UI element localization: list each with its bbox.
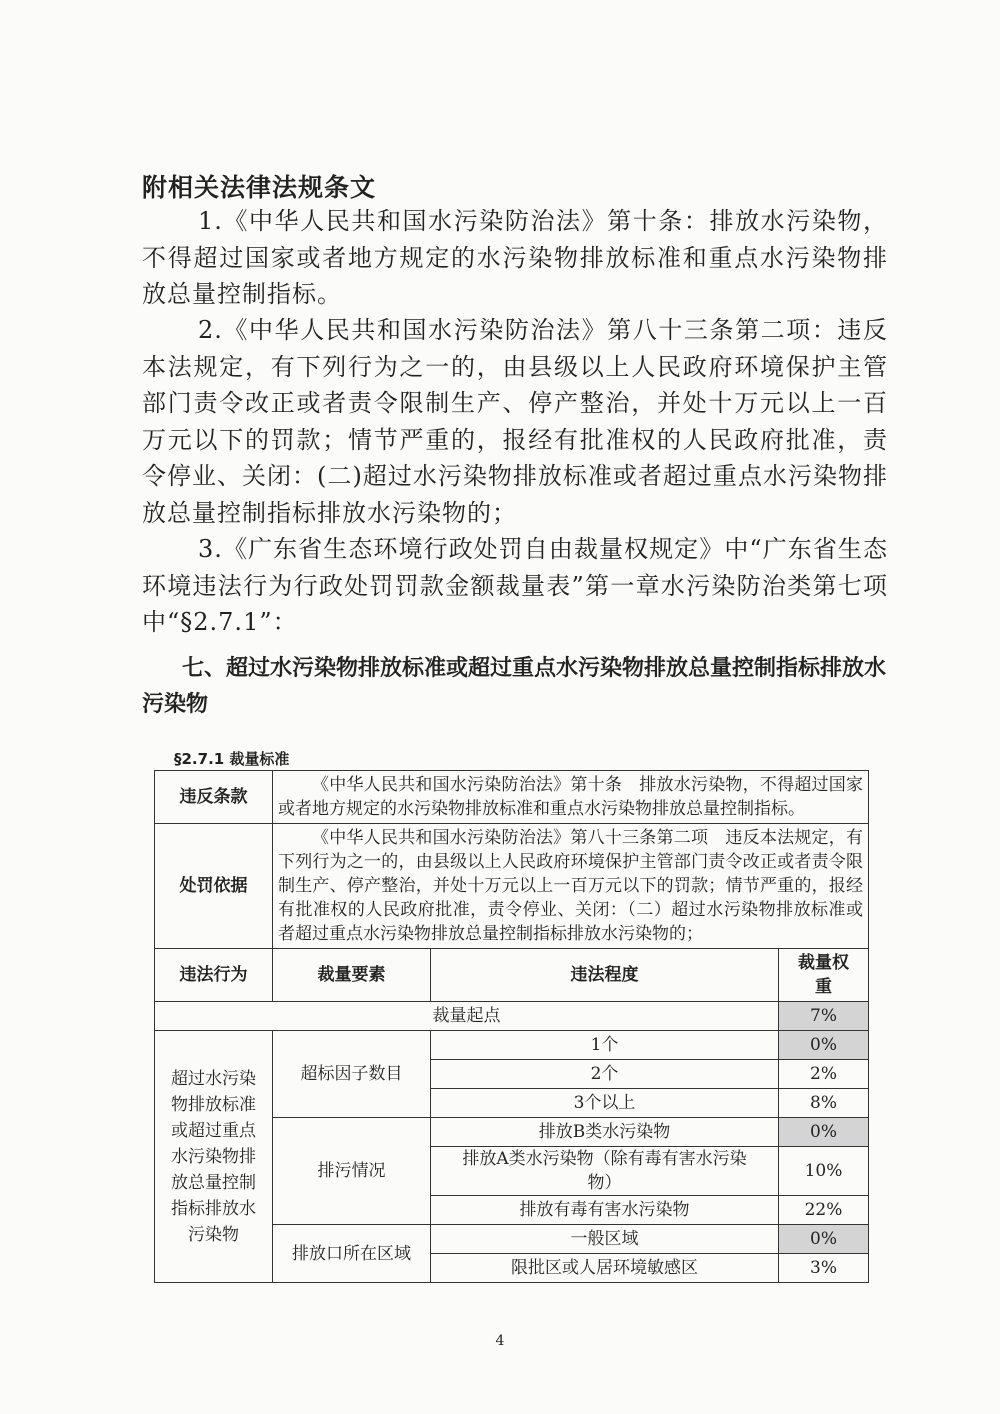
- penalty-basis-row: [155, 824, 869, 949]
- degree-cell: 2个: [431, 1060, 779, 1089]
- penalty-basis-text: 《中华人民共和国水污染防治法》第八十三条第二项 违反本法规定，有下列行为之一的，由县级以上人民政府环境保护主管部门责令改正或者责令限制生产、停产整治，并处十万元以上一百万元以下的罚款；情节严重的，报经有批准权的人民政府批准，责令停业、关闭：（二）超过水污染物排放标准或者超过重点水污染物排放总量控制指标排放水污染物的；: [273, 824, 869, 949]
- header-behavior: 违法行为: [155, 949, 273, 1002]
- page-heading: 附相关法律法规条文: [142, 173, 377, 202]
- paragraph-3: 3.《广东省生态环境行政处罚自由裁量权规定》中“广东省生态环境违法行为行政处罚罚款金额裁量表”第一章水污染防治类第七项中“§2.7.1”：: [142, 535, 888, 636]
- factor-count-cell: 超标因子数目: [273, 1031, 431, 1118]
- start-row: [155, 1002, 869, 1031]
- degree-cell: 3个以上: [431, 1089, 779, 1118]
- degree-cell: 限批区或人居环境敏感区: [431, 1254, 779, 1283]
- page-number: 4: [495, 1333, 505, 1349]
- weight-cell: 0%: [779, 1118, 869, 1147]
- header-factor: 裁量要素: [273, 949, 431, 1002]
- violation-clause-label: 违反条款: [155, 771, 273, 824]
- degree-cell: 一般区域: [431, 1225, 779, 1254]
- weight-cell: 10%: [779, 1147, 869, 1196]
- discretion-standard-table: [154, 770, 869, 1283]
- paragraph-1: 1.《中华人民共和国水污染防治法》第十条：排放水污染物，不得超过国家或者地方规定的水污染物排放标准和重点水污染物排放总量控制指标。: [142, 207, 888, 308]
- start-weight: 7%: [779, 1002, 869, 1031]
- degree-cell: 排放A类水污染物（除有毒有害水污染物）: [431, 1147, 779, 1196]
- sub-title: §2.7.1 裁量标准: [174, 750, 290, 768]
- weight-cell: 22%: [779, 1196, 869, 1225]
- table-header-row: [155, 949, 869, 1002]
- table-row: [155, 1031, 869, 1060]
- degree-cell: 排放B类水污染物: [431, 1118, 779, 1147]
- start-label: 裁量起点: [155, 1002, 779, 1031]
- weight-cell: 0%: [779, 1031, 869, 1060]
- header-degree: 违法程度: [431, 949, 779, 1002]
- weight-cell: 0%: [779, 1225, 869, 1254]
- degree-cell: 排放有毒有害水污染物: [431, 1196, 779, 1225]
- section-title: 七、超过水污染物排放标准或超过重点水污染物排放总量控制指标排放水污染物: [142, 656, 887, 717]
- paragraph-2: 2.《中华人民共和国水污染防治法》第八十三条第二项：违反本法规定，有下列行为之一的，由县级以上人民政府环境保护主管部门责令改正或者责令限制生产、停产整治，并处十万元以上一百万元以下的罚款；情节严重的，报经有批准权的人民政府批准，责令停业、关闭：(二)超过水污染物排放标准或者超过重点水污染物排放总量控制指标排放水污染物的；: [142, 316, 888, 527]
- weight-cell: 8%: [779, 1089, 869, 1118]
- factor-discharge-cell: 排污情况: [273, 1118, 431, 1225]
- weight-cell: 3%: [779, 1254, 869, 1283]
- factor-outlet-area-cell: 排放口所在区域: [273, 1225, 431, 1283]
- violation-clause-row: [155, 771, 869, 824]
- violation-clause-text: 《中华人民共和国水污染防治法》第十条 排放水污染物，不得超过国家或者地方规定的水污染物排放标准和重点水污染物排放总量控制指标。: [273, 771, 869, 824]
- weight-cell: 2%: [779, 1060, 869, 1089]
- header-weight: 裁量权重: [779, 949, 869, 1002]
- penalty-basis-label: 处罚依据: [155, 824, 273, 949]
- degree-cell: 1个: [431, 1031, 779, 1060]
- behavior-cell: 超过水污染物排放标准或超过重点水污染物排放总量控制指标排放水污染物: [155, 1031, 273, 1283]
